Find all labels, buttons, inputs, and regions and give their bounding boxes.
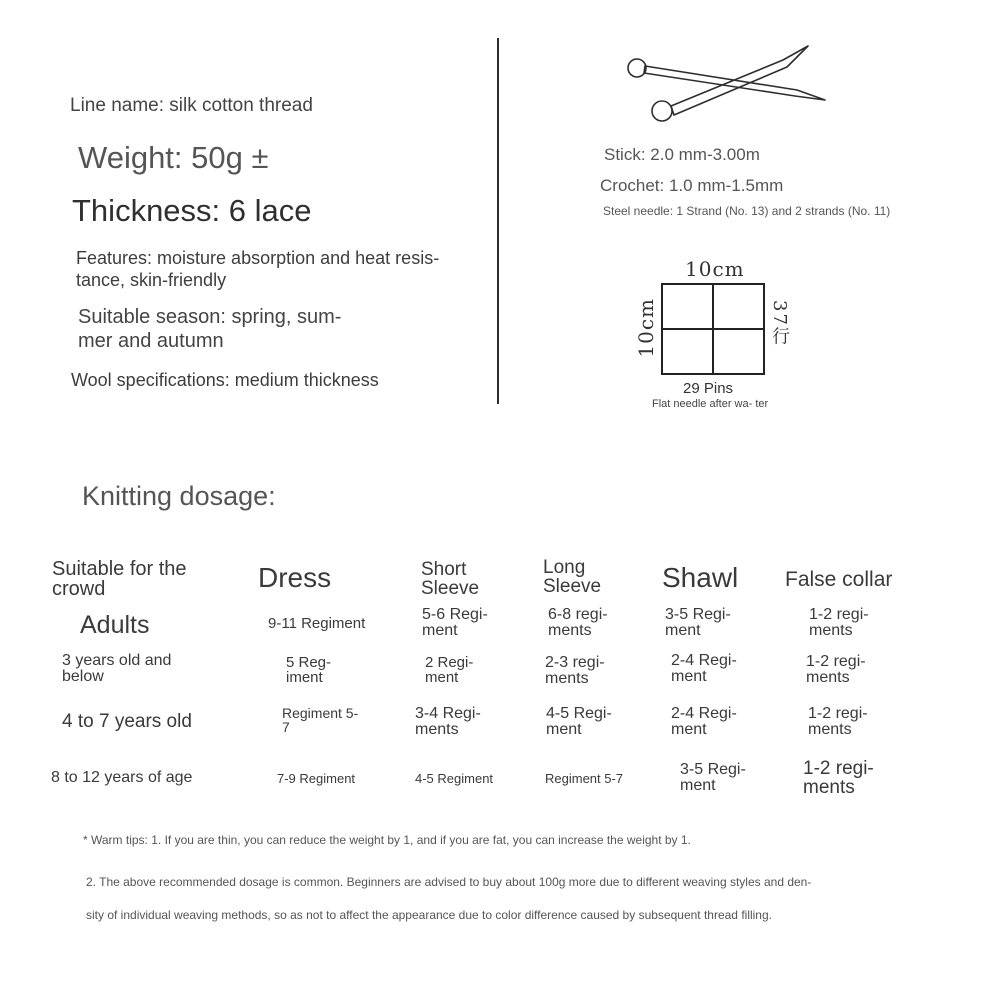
header-long-sleeve: Long Sleeve xyxy=(543,557,602,597)
cell-dress: 7-9 Regiment xyxy=(277,771,356,786)
header-dress: Dress xyxy=(258,562,332,593)
gauge-rows-label: 37行 xyxy=(769,300,790,347)
gauge-stitches-label: 29 Pins xyxy=(683,380,734,397)
cell-long-sleeve: 6-8 regi- ments xyxy=(548,606,608,639)
row-label-8-to-12: 8 to 12 years of age xyxy=(51,769,193,786)
gauge-width-label: 10cm xyxy=(685,257,745,281)
line-name: Line name: silk cotton thread xyxy=(70,95,313,116)
season-line: Suitable season: spring, sum- xyxy=(78,306,342,328)
cell-short-sleeve: 3-4 Regi- ments xyxy=(415,705,481,738)
cell-long-sleeve: 2-3 regi- ments xyxy=(545,654,605,687)
cell-short-sleeve: 5-6 Regi- ment xyxy=(422,606,488,639)
tip-line: 2. The above recommended dosage is common. Beginners are advised to buy about 100g more due to different weaving styles and den- xyxy=(86,875,812,889)
gauge-swatch-grid xyxy=(660,282,766,376)
cell-dress: 5 Reg- iment xyxy=(286,654,332,686)
cell-false-collar: 1-2 regi- ments xyxy=(806,653,866,686)
header-shawl: Shawl xyxy=(662,562,739,593)
cell-shawl: 3-5 Regi- ment xyxy=(665,606,731,639)
stick-size: Stick: 2.0 mm-3.00m xyxy=(604,145,760,164)
crochet-size: Crochet: 1.0 mm-1.5mm xyxy=(600,176,784,195)
tip-line: sity of individual weaving methods, so as not to affect the appearance due to color difference caused by subsequent thread filling. xyxy=(86,908,772,922)
cell-shawl: 2-4 Regi- ment xyxy=(671,705,737,738)
cell-shawl: 2-4 Regi- ment xyxy=(671,652,737,685)
vertical-divider xyxy=(497,38,499,404)
gauge-note: Flat needle after wa- ter xyxy=(652,398,769,410)
tip-line: * Warm tips: 1. If you are thin, you can reduce the weight by 1, and if you are fat, you can increase the weight by 1. xyxy=(83,833,691,847)
cell-false-collar: 1-2 regi- ments xyxy=(808,705,868,738)
header-false-collar: False collar xyxy=(785,568,893,591)
dosage-title: Knitting dosage: xyxy=(82,481,276,511)
season-line: mer and autumn xyxy=(78,330,224,352)
row-label-under-3: 3 years old and below xyxy=(62,652,172,685)
features-line: tance, skin-friendly xyxy=(76,270,227,290)
cell-short-sleeve: 4-5 Regiment xyxy=(415,771,494,786)
gauge-height-label: 10cm xyxy=(634,298,658,358)
cell-false-collar: 1-2 regi- ments xyxy=(803,758,874,798)
row-label-4-to-7: 4 to 7 years old xyxy=(62,711,192,732)
cell-dress: 9-11 Regiment xyxy=(268,615,366,632)
suitable-season xyxy=(78,305,341,353)
weight: Weight: 50g ± xyxy=(78,140,269,175)
thickness: Thickness: 6 lace xyxy=(72,193,312,228)
row-label-adults: Adults xyxy=(80,611,150,639)
wool-specifications: Wool specifications: medium thickness xyxy=(71,370,379,390)
cell-dress: Regiment 5-7 xyxy=(282,705,359,735)
header-crowd: Suitable for the crowd xyxy=(52,558,187,600)
steel-needle-size: Steel needle: 1 Strand (No. 13) and 2 strands (No. 11) xyxy=(603,204,891,218)
crossed-knitting-needles-icon xyxy=(615,40,840,130)
cell-shawl: 3-5 Regi- ment xyxy=(680,761,746,794)
cell-long-sleeve: Regiment 5-7 xyxy=(545,771,624,786)
header-short-sleeve: Short Sleeve xyxy=(421,559,480,599)
cell-false-collar: 1-2 regi- ments xyxy=(809,606,869,639)
cell-long-sleeve: 4-5 Regi- ment xyxy=(546,705,612,738)
cell-short-sleeve: 2 Regi- ment xyxy=(425,654,474,686)
features xyxy=(76,247,439,291)
features-line: Features: moisture absorption and heat resis- xyxy=(76,248,440,268)
